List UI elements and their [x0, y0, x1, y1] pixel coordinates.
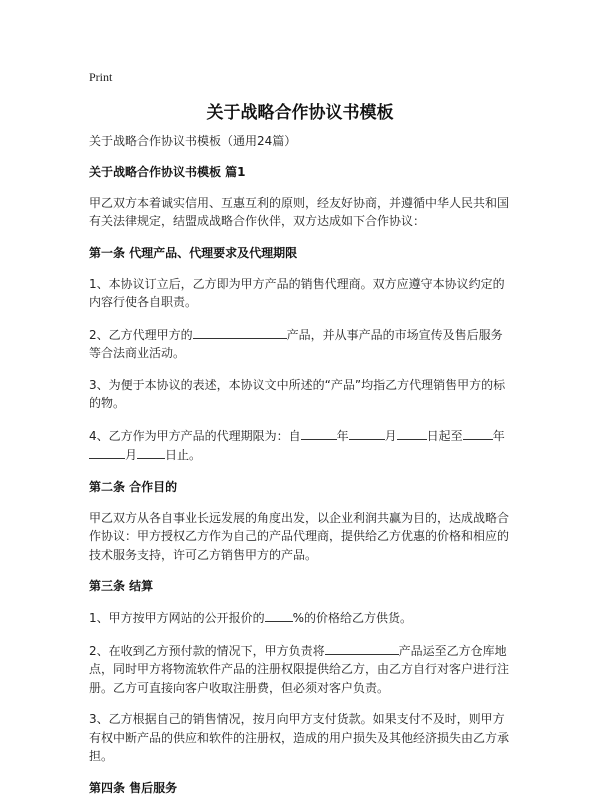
article1-paragraph-4 [89, 426, 513, 465]
blank-line [265, 608, 293, 622]
article1-paragraph-2 [89, 325, 513, 363]
article2-paragraph-1: 甲乙双方从各自事业长远发展的角度出发，以企业利润共赢为目的，达成战略合作协议：甲方授权乙方作为自己的产品代理商，提供给乙方优惠的价格和相应的技术服务支持，许可乙方销售甲方的产品。 [89, 510, 510, 562]
blank-line [397, 426, 427, 440]
blank-line [193, 325, 287, 339]
section-title: 关于战略合作协议书模板 篇1 [89, 164, 246, 179]
article3-p2-lead: 2、在收到乙方预付款的情况下，甲方负责将 [89, 643, 325, 658]
article1-paragraph-1: 1、本协议订立后，乙方即为甲方产品的销售代理商。双方应遵守本协议约定的内容行使各自职责。 [89, 276, 505, 309]
blank-line [325, 641, 399, 655]
blank-line [89, 445, 125, 459]
article4-heading: 第四条 售后服务 [89, 780, 178, 795]
article1-p2-lead: 2、乙方代理甲方的 [89, 327, 193, 342]
article1-heading: 第一条 代理产品、代理要求及代理期限 [89, 245, 298, 260]
article3-paragraph-1 [89, 608, 513, 628]
blank-line [137, 445, 165, 459]
page-title: 关于战略合作协议书模板 [206, 103, 394, 123]
article1-p4-end: 日止。 [165, 448, 202, 462]
article2-heading: 第二条 合作目的 [89, 479, 178, 494]
article1-p4-from: 日起至 [426, 428, 463, 443]
article3-paragraph-3: 3、乙方根据自己的销售情况，按月向甲方支付货款。如果支付不及时，则甲方有权中断产品的供应和软件的注册权，造成的用户损失及其他经济损失由乙方承担。 [89, 712, 510, 763]
article1-paragraph-3: 3、为便于本协议的表述，本协议文中所述的“产品”均指乙方代理销售甲方的标的物。 [89, 377, 506, 410]
article1-p4-month2: 月 [125, 448, 138, 462]
print-label: Print [89, 70, 113, 84]
document-body [89, 132, 513, 810]
article1-p4-month1: 月 [384, 428, 397, 443]
article3-heading: 第三条 结算 [89, 579, 154, 593]
blank-line [349, 426, 385, 440]
intro-paragraph: 甲乙双方本着诚实信用、互惠互利的原则，经友好协商，并遵循中华人民共和国有关法律规定，结盟成战略合作伙伴，双方达成如下合作协议： [89, 195, 510, 228]
article3-p1-rest: %的价格给乙方供货。 [292, 611, 413, 625]
article3-p2-rest: 产品运至乙方仓库地点，同时甲方将物流软件产品的注册权限提供给乙方，由乙方自行对客户进行注册。乙方可直接向客户收取注册费，但必须对客户负责。 [89, 643, 510, 695]
blank-line [301, 426, 337, 440]
document-subtitle: 关于战略合作协议书模板（通用24篇） [89, 134, 297, 148]
article3-paragraph-2 [89, 641, 513, 698]
article1-p4-year1: 年 [336, 428, 349, 443]
article3-p1-lead: 1、甲方按甲方网站的公开报价的 [89, 611, 265, 625]
article1-p4-year2: 年 [492, 428, 505, 443]
article1-p2-rest: 产品，并从事产品的市场宣传及售后服务等合法商业活动。 [89, 327, 503, 360]
article1-p4-lead: 4、乙方作为甲方产品的代理期限为：自 [89, 428, 301, 443]
blank-line [463, 426, 493, 440]
